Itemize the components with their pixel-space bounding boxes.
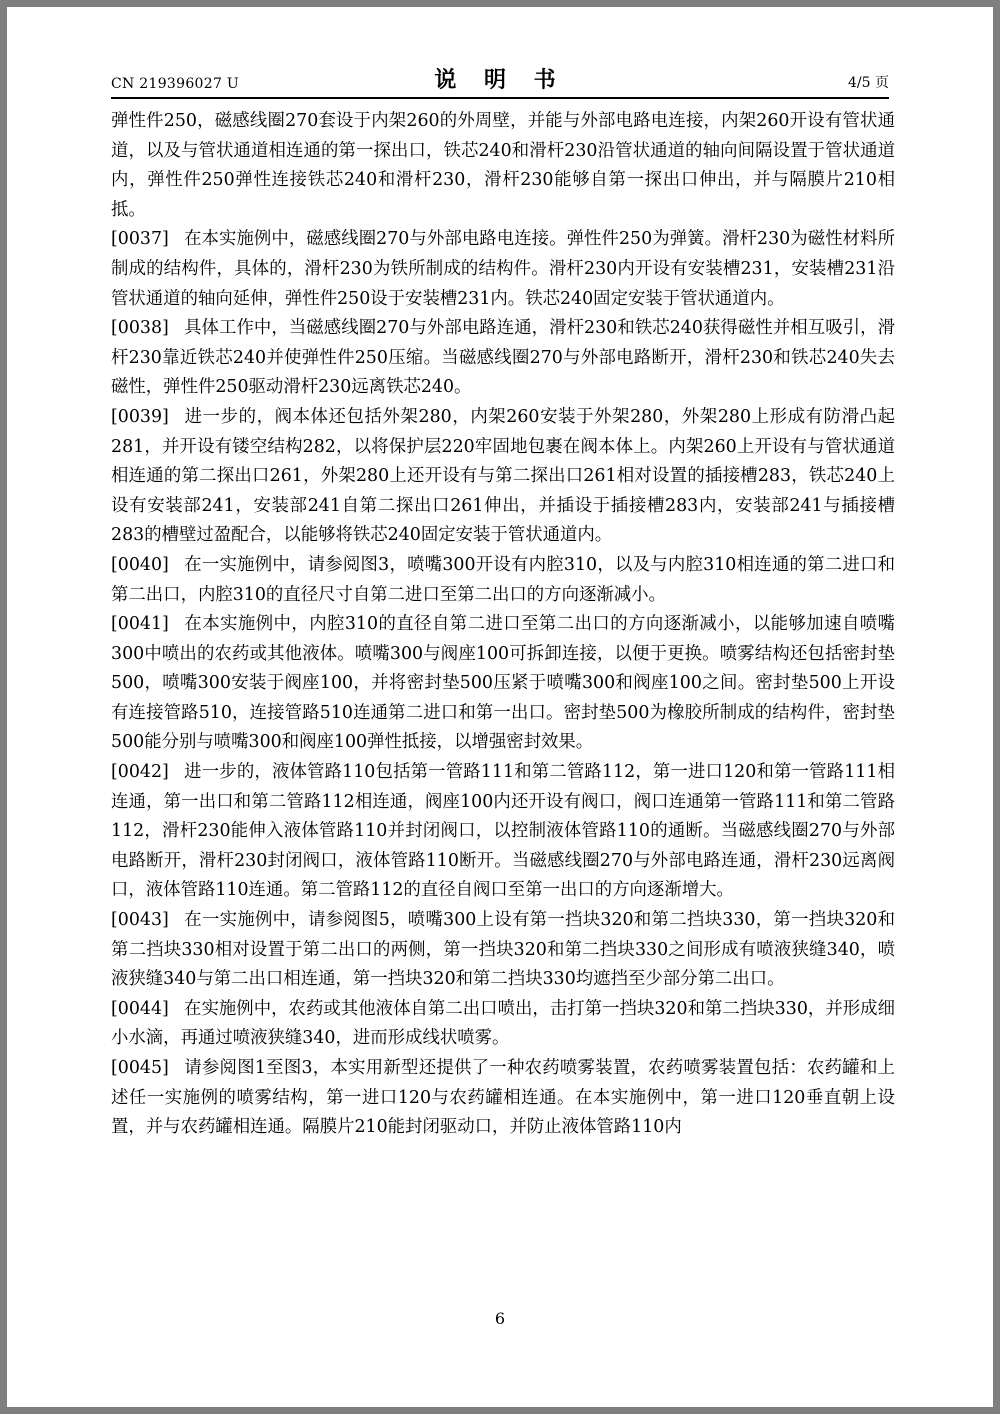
paragraph-number: [0044] [111,998,169,1019]
paragraph-text: 在一实施例中，请参阅图3，喷嘴300开设有内腔310，以及与内腔310相连通的第二进口和第二出口，内腔310的直径尺寸自第二进口至第二出口的方向逐渐减小。 [111,554,895,605]
paragraph-0041 [111,610,895,758]
paragraph-number: [0039] [111,406,169,427]
paragraph-0037 [111,225,895,314]
page-footer [7,1309,993,1328]
document-page [7,7,993,1407]
paragraph-text: 进一步的，阀本体还包括外架280，内架260安装于外架280，外架280上形成有防滑凸起281，并开设有镂空结构282，以将保护层220牢固地包裹在阀本体上。内架260上开设有与管状通道相连通的第二探出口261，外架280上还开设有与第二探出口261相对设置的插接槽283，铁芯240上设有安装部241，安装部241自第二探出口261伸出，并插设于插接槽283内，安装部241与插接槽283的槽壁过盈配合，以能够将铁芯240固定安装于管状通道内。 [111,406,895,546]
paragraph-0044 [111,995,895,1054]
paragraph-text: 具体工作中，当磁感线圈270与外部电路连通，滑杆230和铁芯240获得磁性并相互吸引，滑杆230靠近铁芯240并使弹性件250压缩。当磁感线圈270与外部电路断开，滑杆230和铁芯240失去磁性，弹性件250驱动滑杆230远离铁芯240。 [111,318,895,398]
paragraph-continuation [111,107,895,225]
document-title: 说 明 书 [434,67,566,93]
paragraph-0043 [111,906,895,995]
paragraph-number: [0040] [111,554,169,575]
page-header [111,67,889,99]
paragraph-text: 在本实施例中，磁感线圈270与外部电路电连接。弹性件250为弹簧。滑杆230为磁性材料所制成的结构件，具体的，滑杆230为铁所制成的结构件。滑杆230内开设有安装槽231，安装槽231沿管状通道的轴向延伸，弹性件250设于安装槽231内。铁芯240固定安装于管状通道内。 [111,229,895,309]
paragraph-number: [0042] [111,762,169,783]
paragraph-text: 在一实施例中，请参阅图5，喷嘴300上设有第一挡块320和第二挡块330，第一挡块320和第二挡块330相对设置于第二出口的两侧，第一挡块320和第二挡块330之间形成有喷液狭缝340，喷液狭缝340与第二出口相连通，第一挡块320和第二挡块330均遮挡至少部分第二出口。 [111,910,895,990]
page-of-indicator: 4/5 页 [848,75,889,91]
paragraph-0045 [111,1054,895,1143]
paragraph-number: [0038] [111,318,169,339]
page-number: 6 [494,1309,506,1328]
paragraph-number: [0037] [111,229,169,250]
paragraph-text: 请参阅图1至图3，本实用新型还提供了一种农药喷雾装置，农药喷雾装置包括：农药罐和上述任一实施例的喷雾结构，第一进口120与农药罐相连通。在本实施例中，第一进口120垂直朝上设置，并与农药罐相连通。隔膜片210能封闭驱动口，并防止液体管路110内 [111,1058,895,1138]
paragraph-number: [0045] [111,1058,169,1078]
paragraph-text: 弹性件250，磁感线圈270套设于内架260的外周壁，并能与外部电路电连接，内架260开设有管状通道，以及与管状通道相连通的第一探出口，铁芯240和滑杆230沿管状通道的轴向间隔设置于管状通道内，弹性件250弹性连接铁芯240和滑杆230，滑杆230能够自第一探出口伸出，并与隔膜片210相抵。 [111,111,895,220]
paragraph-0040 [111,551,895,610]
paragraph-number: [0041] [111,614,169,635]
document-body [111,107,895,1143]
paragraph-0039 [111,403,895,551]
paragraph-text: 在实施例中，农药或其他液体自第二出口喷出，击打第一挡块320和第二挡块330，并形成细小水滴，再通过喷液狭缝340，进而形成线状喷雾。 [111,998,895,1049]
patent-number: CN 219396027 U [111,76,240,92]
paragraph-0038 [111,314,895,403]
paragraph-number: [0043] [111,910,169,931]
paragraph-text: 在本实施例中，内腔310的直径自第二进口至第二出口的方向逐渐减小，以能够加速自喷嘴300中喷出的农药或其他液体。喷嘴300与阀座100可拆卸连接，以便于更换。喷雾结构还包括密封垫500，喷嘴300安装于阀座100，并将密封垫500压紧于喷嘴300和阀座100之间。密封垫500上开设有连接管路510，连接管路510连通第二进口和第一出口。密封垫500为橡胶所制成的结构件，密封垫500能分别与喷嘴300和阀座100弹性抵接，以增强密封效果。 [111,614,895,753]
paragraph-text: 进一步的，液体管路110包括第一管路111和第二管路112，第一进口120和第一管路111相连通，第一出口和第二管路112相连通，阀座100内还开设有阀口，阀口连通第一管路111和第二管路112，滑杆230能伸入液体管路110并封闭阀口，以控制液体管路110的通断。当磁感线圈270与外部电路断开，滑杆230封闭阀口，液体管路110断开。当磁感线圈270与外部电路连通，滑杆230远离阀口，液体管路110连通。第二管路112的直径自阀口至第一出口的方向逐渐增大。 [111,762,895,901]
paragraph-0042 [111,758,895,906]
